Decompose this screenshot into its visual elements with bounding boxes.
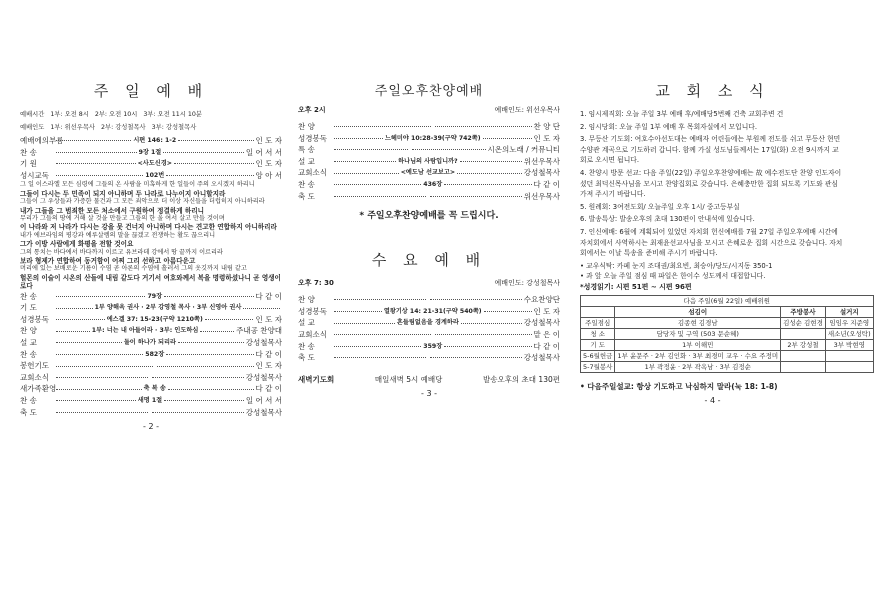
service-row: [298, 294, 560, 306]
responsive-reading: [20, 181, 282, 290]
row-label: 기 원: [20, 159, 37, 169]
row-label: 찬 양: [20, 326, 37, 336]
leader-dots: [484, 311, 532, 312]
leader-dots: [334, 138, 383, 139]
leader-dots: [56, 354, 143, 355]
page-title: 교 회 소 식: [655, 82, 770, 100]
reading-line: 그들이 그 우상들과 가증한 물건과 그 모든 죄악으로 더 이상 자신들을 더럽히지 아니하리라: [20, 198, 265, 206]
news-item: 3. 무등산 기도회: 여호수아선도대는 예배자 어린들에는 부원께 전도를 쉬고 무등산 현민수양관 계곡으로 기도하러 갑니다. 함께 가실 성도님들께서는 17일(화) 오전 9시까지 교회로 오시면 됩니다.: [580, 135, 841, 165]
service-row: [20, 302, 282, 314]
row-person: 인 도 자: [533, 306, 561, 316]
duty-col: 섬김이: [615, 306, 781, 317]
leader-dots: [56, 331, 90, 332]
leader-dots: [56, 175, 143, 176]
row-label: 축 도: [298, 191, 315, 201]
row-item: 359장: [423, 342, 443, 350]
page-title: 주일오후찬양예배: [374, 84, 484, 99]
service-row: [20, 314, 282, 326]
leader-dots: [56, 140, 131, 141]
duty-cell: 주일점심: [581, 317, 615, 328]
row-label: 찬 송: [20, 147, 37, 157]
leader-dots: [164, 400, 244, 401]
row-item: 느헤미야 10:28-39(구약 742쪽): [384, 134, 481, 142]
leader-dots: [430, 299, 522, 300]
leader-dots: [164, 296, 253, 297]
row-person: 주내공 찬양대: [236, 326, 282, 336]
page-sunday-worship: [20, 80, 282, 540]
leader-dots: [56, 152, 137, 153]
row-item: 1부: 너는 내 아들이라 · 3부: 인도하심: [91, 327, 199, 335]
duty-cell: 3부 박현영: [825, 339, 873, 350]
leader-dots: [334, 299, 426, 300]
row-item: 새명 1절: [137, 397, 163, 404]
service-row: [298, 133, 560, 145]
row-item: <사도신경>: [137, 160, 172, 168]
row-person: 인 도 자: [255, 159, 283, 169]
order-of-service: [298, 121, 560, 202]
duty-cell: 2부 강성철: [781, 339, 826, 350]
extra-note: • 과 앞 오늘 주일 점심 때 파일은 한이수 성도께서 대접합니다.: [580, 272, 766, 281]
reading-line: 보라 형제가 연합하여 동거함이 어찌 그리 선하고 아름다운고: [20, 257, 196, 266]
leader-dots: [56, 366, 153, 367]
reminder-note: * 주일오후찬양예배를 꼭 드립시다.: [359, 211, 499, 222]
leader-dots: [334, 173, 399, 174]
row-label: 성경봉독: [298, 306, 327, 316]
row-item: <예도남 선교보고>: [400, 169, 456, 177]
leader-dots: [152, 377, 244, 378]
row-person: 인 도 자: [255, 136, 283, 145]
row-person: 일 어 서 서: [245, 147, 282, 157]
leader-dots: [483, 138, 532, 139]
row-person: 찬 양 단: [533, 122, 561, 131]
reading-line: 무리가 그들의 땅에 거해 살 것을 만들고 그들의 한 울 여서 살고 만들 것이며: [20, 215, 225, 222]
duty-row: [581, 350, 874, 361]
row-person: 강성철목사: [523, 353, 561, 363]
leader-dots: [178, 140, 253, 141]
service-header: 오후 2시 예배인도: 위선우목사: [298, 106, 560, 114]
row-label: 특 송: [298, 145, 315, 155]
order-of-service: [20, 135, 282, 181]
news-item: 1. 임시제직회: 오늘 주일 3부 예배 후/예배당5번째 건축 교회주변 건: [580, 110, 784, 118]
leader-dots: [56, 296, 145, 297]
row-label: 봉헌기도: [20, 361, 49, 371]
extra-notes: [580, 261, 845, 282]
row-label: 찬 송: [20, 396, 37, 405]
duty-cell: 5-7월봉사: [581, 361, 615, 372]
row-label: 교회소식: [298, 329, 327, 339]
leader-dots: [56, 377, 148, 378]
service-row: [298, 306, 560, 318]
row-person: 인 도 자: [533, 133, 561, 143]
duty-row: [581, 339, 874, 350]
leader-dots: [435, 126, 532, 127]
order-of-service-continued: [20, 291, 282, 419]
row-item: 102번: [145, 171, 165, 179]
page-church-news: [580, 80, 871, 540]
row-item: 79장: [147, 292, 163, 300]
service-row: [20, 372, 282, 384]
duty-row: [581, 328, 874, 339]
service-row: [298, 144, 560, 156]
leader-dots: [334, 149, 408, 150]
leader-dots: [56, 163, 136, 164]
duty-cell: 5-6월헌금: [581, 350, 615, 361]
row-person: 다 같 이: [255, 291, 283, 301]
service-row: [20, 383, 282, 395]
row-item: 흔들림없음을 경계하라: [396, 319, 459, 327]
duty-cell: 김성순 김현경: [781, 317, 826, 328]
leader-dots: [334, 161, 396, 162]
row-label: 예배에의부름: [20, 136, 64, 145]
reading-line: 그의 통치는 바다에서 바다까지 이르고 유브라데 강에서 땅 끝까지 이르리라: [20, 248, 223, 256]
worship-leaders: 예배인도 1부: 위선우목사 2부: 강성철목사 3부: 강성철목사: [20, 124, 197, 131]
leader-dots: [166, 354, 253, 355]
news-item: 7. 인신예배: 6월에 계획되어 있었던 자치회 헌신예배를 7월 27일 주일오후예배 시간에 자치회에서 사역하시는 최재윤선교사님을 모시고 은혜로운 집회 시간으로 갖습니다. 자치회에서는 이날 특송을 준비해 주시기 바랍니다.: [580, 227, 843, 258]
news-list: [580, 109, 845, 259]
row-label: 성경봉독: [20, 314, 49, 324]
service-row: [20, 349, 282, 361]
row-item: 하나님의 사람입니까?: [398, 157, 458, 165]
leader-dots: [152, 412, 244, 413]
wednesday-header: 오후 7: 30 예배인도: 강성철목사: [298, 279, 560, 288]
leader-dots: [334, 311, 382, 312]
duty-cell: [825, 361, 873, 372]
row-person: 다 같 이: [533, 341, 561, 351]
row-person: 다 같 이: [255, 384, 283, 394]
row-person: 맡 은 이: [533, 329, 561, 339]
leader-dots: [163, 152, 244, 153]
duty-cell: 김종현 김경남: [615, 317, 781, 328]
row-label: 찬 양: [298, 295, 315, 305]
leader-dots: [412, 149, 486, 150]
reading-line: 그 일 이스라엘 모든 심령에 그들의 온 사람을 미혹하게 한 일들이 주의 오시겠지 하리니: [20, 181, 255, 189]
row-label: 교회소식: [20, 372, 49, 382]
news-item: 6. 발송특상: 발송오후의 초대 130편이 안내석에 있습니다.: [580, 215, 755, 224]
service-row: [298, 329, 560, 341]
service-row: [298, 156, 560, 168]
row-person: 강성철목사: [245, 407, 283, 417]
duty-col: 주방봉사: [781, 306, 826, 317]
duty-row: [581, 361, 874, 372]
row-label: 성경봉독: [298, 133, 327, 143]
page-title: 주 일 예 배: [93, 82, 209, 100]
reading-line: 헐몬의 이슬이 시온의 산들에 내림 같도다 거기서 여호와께서 복을 명령하셨나니 곧 영생이로다: [20, 273, 281, 291]
duty-title: 다음 주일(6월 22일) 예배위원: [581, 295, 874, 306]
reading-line: 내가 그들을 그 범죄한 모든 처소에서 구원하여 정결하게 하리니: [20, 206, 204, 215]
duty-cell: 임임우 지준영: [825, 317, 873, 328]
wednesday-order: [298, 294, 560, 364]
duty-cell: [825, 350, 873, 361]
row-item: 582장: [145, 350, 165, 358]
leader-dots: [178, 342, 244, 343]
page-number: - 4 -: [704, 395, 721, 405]
service-row: [298, 121, 560, 133]
leader-dots: [56, 400, 136, 401]
reading-line: 그가 이방 사람에게 화평을 전할 것이요: [20, 240, 134, 249]
duty-cell: [781, 328, 826, 339]
leader-dots: [334, 346, 421, 347]
duty-cell: 담당자 및 구역 (503 문순혜): [615, 328, 781, 339]
duty-row: [581, 317, 874, 328]
leader-dots: [243, 308, 280, 309]
leader-dots: [56, 308, 93, 309]
row-item: 시편 146: 1-2: [133, 137, 177, 144]
service-row: [20, 135, 282, 147]
row-person: 강성철목사: [523, 318, 561, 328]
service-row: [20, 407, 282, 419]
leader-dots: [334, 126, 431, 127]
leader-dots: [460, 161, 522, 162]
row-label: 찬 송: [298, 179, 315, 189]
news-item: 4. 찬양시 방문 선교: 다음 주일(22일) 주일오후찬양예배는 故 예수전도단 찬양 인도자이셨던 최덕신목사님을 모시고 찬양집회로 갖습니다. 은혜충만한 집회 되도록 기도와 관심 가져 주시기 바랍니다.: [580, 168, 842, 199]
worship-times: 예배시간 1부: 오전 8시 2부: 오전 10시 3부: 오전 11시 10분: [20, 111, 202, 118]
leader-dots: [334, 184, 421, 185]
news-item: 2. 임시당회: 오늘 주일 1부 예배 후 목회자실에서 모입니다.: [580, 122, 757, 131]
service-row: [298, 317, 560, 329]
leader-dots: [168, 389, 254, 390]
row-person: 강성철목사: [245, 372, 283, 382]
row-label: 설 교: [20, 338, 37, 348]
wednesday-title: 수 요 예 배: [371, 251, 487, 270]
leader-dots: [334, 357, 426, 358]
leader-dots: [157, 366, 254, 367]
duty-col: 설거지: [825, 306, 873, 317]
row-item: 열왕기상 14: 21-31(구약 540쪽): [383, 307, 482, 315]
row-person: 위선우목사: [523, 191, 561, 201]
row-label: 기 도: [20, 303, 37, 313]
row-item: 축 복 송: [143, 385, 166, 393]
leader-dots: [200, 331, 234, 332]
service-row: [298, 167, 560, 179]
leader-dots: [56, 412, 148, 413]
duty-cell: [781, 350, 826, 361]
service-row: [298, 179, 560, 191]
dawn-prayer-info: 새벽기도회 매일새벽 5시 예배당 발송오후의 초대 130편: [298, 374, 560, 384]
row-person: 인 도 자: [255, 361, 283, 371]
page-number: - 3 -: [421, 388, 437, 398]
service-row: [298, 191, 560, 203]
row-person: 다 같 이: [533, 179, 561, 189]
reading-line: 머리에 있는 보배로운 기름이 수염 곧 아론의 수염에 흘러서 그의 옷깃까지 내림 같고: [20, 265, 247, 273]
leader-dots: [334, 196, 426, 197]
leader-dots: [174, 163, 254, 164]
leader-dots: [457, 173, 522, 174]
row-label: 축 도: [298, 353, 315, 363]
leader-dots: [444, 346, 531, 347]
next-sermon: • 다음주일설교: 항상 기도하고 낙심하지 말라(눅 18: 1-8): [580, 381, 778, 391]
leader-dots: [435, 334, 532, 335]
leader-dots: [444, 184, 531, 185]
leader-dots: [205, 319, 254, 320]
leader-dots: [430, 357, 522, 358]
service-row: [20, 360, 282, 372]
row-label: 새가족환영: [20, 384, 57, 394]
row-item: 에스겔 37: 15-23(구약 1210쪽): [106, 315, 203, 323]
row-item: 436장: [423, 180, 443, 188]
leader-dots: [430, 196, 522, 197]
leader-dots: [56, 319, 105, 320]
extra-note: • 교우식탁: 카페 눈지 조대권/최요빈, 최승아/당도/시지동 350-1: [580, 261, 773, 270]
row-person: 다 같 이: [255, 349, 283, 359]
news-item: 5. 원례회: 3여전도회/ 오늘주일 오후 1시/ 중고등부실: [580, 202, 740, 211]
row-item: 9장 1절: [138, 148, 162, 156]
leader-dots: [56, 389, 142, 390]
reading-line: 내가 에브라임의 평강과 예루살렘의 말을 끊겠고 전쟁하는 활도 끊으리니: [20, 231, 216, 239]
service-row: [20, 291, 282, 303]
row-label: 성시교독: [20, 170, 49, 180]
row-person: 앙 아 서: [255, 170, 283, 180]
row-person: 일 어 서 서: [245, 396, 282, 405]
bible-reading: *성경읽기: 시편 51편 ~ 시편 96편: [580, 282, 692, 291]
leader-dots: [461, 323, 522, 324]
row-person: 강성철목사: [245, 338, 283, 348]
duty-cell: 1부 윤문주 · 2부 김인화 · 3부 최경미 교우 · 수요 주정미: [615, 350, 781, 361]
service-row: [20, 158, 282, 170]
service-row: [298, 341, 560, 353]
service-row: [20, 325, 282, 337]
row-person: 위선우목사: [523, 156, 560, 166]
row-label: 찬 송: [298, 341, 315, 351]
leader-dots: [334, 334, 431, 335]
reading-line: 이 나라와 저 나라가 다시는 강을 못 건너지 아니하며 다시는 견고한 연합하지 아니하리라: [20, 223, 277, 232]
duty-table: [580, 295, 874, 373]
row-label: 찬 송: [20, 291, 37, 301]
row-label: 설 교: [298, 156, 315, 166]
reading-line: 그들이 다시는 두 민족이 되지 아니하며 두 나라로 나누이지 아니할지라: [20, 189, 226, 198]
row-person: 강성철목사: [523, 168, 561, 178]
row-label: 축 도: [20, 407, 37, 417]
row-label: 찬 양: [298, 122, 315, 131]
duty-cell: 1부 이해민: [615, 339, 781, 350]
row-label: 설 교: [298, 318, 315, 328]
duty-cell: 기 도: [581, 339, 615, 350]
service-row: [20, 147, 282, 159]
row-label: 찬 송: [20, 349, 37, 359]
page-number: - 2 -: [143, 422, 159, 432]
row-person: 수요찬양단: [523, 295, 561, 305]
service-row: [20, 337, 282, 349]
leader-dots: [166, 175, 253, 176]
service-row: [298, 352, 560, 364]
row-person: 시온의노래 / 커뮤니티: [487, 145, 560, 155]
leader-dots: [334, 323, 395, 324]
row-label: 교회소식: [298, 168, 327, 178]
row-person: 인 도 자: [255, 314, 282, 324]
row-item: 1부 양해옥 권사 · 2부 강영철 목사 · 3부 신영아 권사: [94, 304, 242, 312]
page-afternoon-worship: [298, 80, 560, 540]
duty-cell: [781, 361, 826, 372]
duty-cell: 1부 곽정윤 · 2부 곽옥남 · 3부 김정순: [615, 361, 781, 372]
duty-cell: 청 소: [581, 328, 615, 339]
leader-dots: [56, 342, 122, 343]
service-row: [20, 170, 282, 182]
row-item: 둘이 하나가 되리라: [123, 339, 176, 347]
duty-cell: 새소년(오성탁): [825, 328, 873, 339]
service-row: [20, 395, 282, 407]
